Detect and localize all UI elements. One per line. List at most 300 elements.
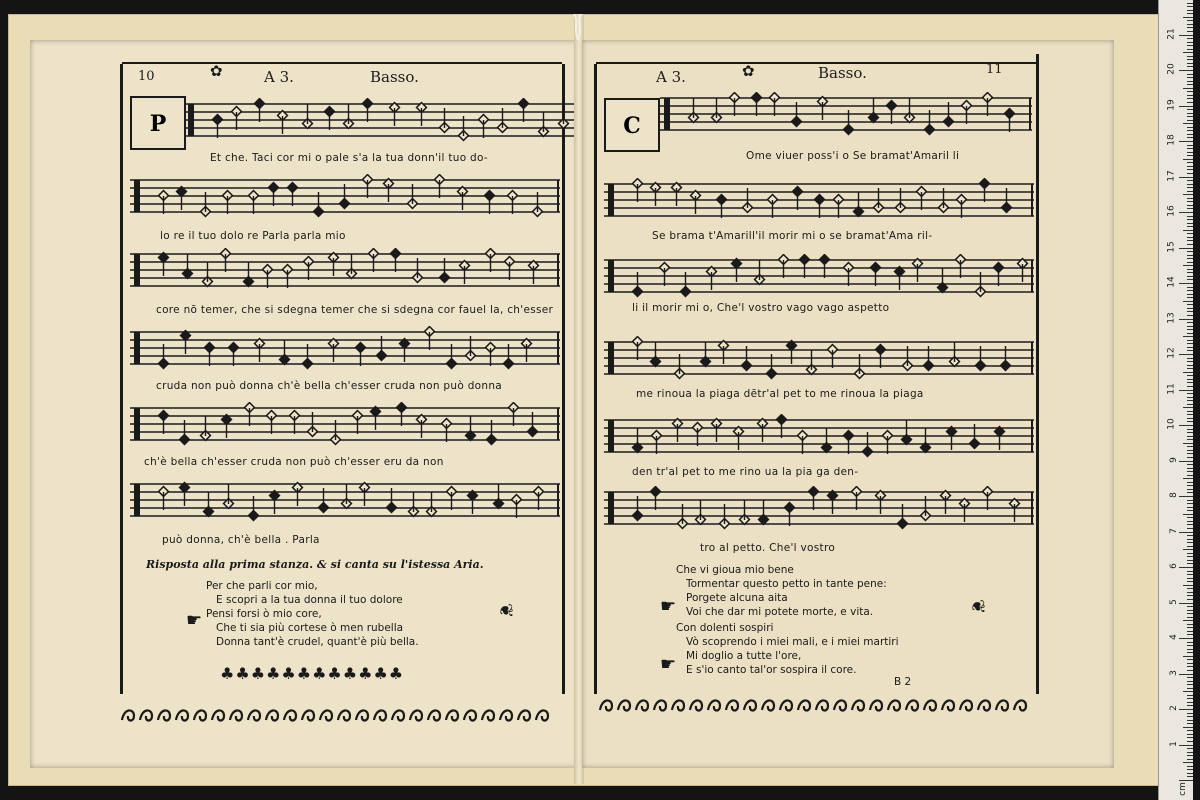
ruler-tick [1187, 475, 1193, 476]
ruler-tick [1183, 656, 1193, 657]
ruler-tick [1187, 769, 1193, 770]
ruler-tick [1187, 464, 1193, 465]
ruler-tick [1187, 127, 1193, 128]
ruler-tick [1187, 130, 1193, 131]
ruler-tick [1187, 705, 1193, 706]
ruler-tick [1183, 52, 1193, 53]
ruler-tick [1183, 585, 1193, 586]
border-ornament [596, 694, 1036, 716]
ruler-tick [1187, 670, 1193, 671]
ruler-tick [1183, 265, 1193, 266]
ruler-tick [1187, 517, 1193, 518]
ruler-tick [1187, 766, 1193, 767]
ruler-tick [1187, 91, 1193, 92]
ruler-label: 1 [1169, 740, 1180, 747]
ruler-tick [1187, 166, 1193, 167]
border-scroll [194, 710, 206, 720]
verse-line: Porgete alcuna aita [686, 592, 788, 604]
ruler-tick [1187, 244, 1193, 245]
ruler-tick [1187, 563, 1193, 564]
ruler-label: 19 [1166, 98, 1177, 111]
ruler-tick [1179, 425, 1193, 426]
ruler-tick [1187, 695, 1193, 696]
ruler-tick [1183, 372, 1193, 373]
ruler-tick [1183, 17, 1193, 18]
ruler-tick [1183, 230, 1193, 231]
ruler-tick [1187, 553, 1193, 554]
ruler-tick [1187, 606, 1193, 607]
ruler-tick [1187, 145, 1193, 146]
signature-mark: B 2 [894, 676, 912, 688]
border-scroll [410, 710, 422, 720]
ruler-tick [1187, 95, 1193, 96]
ruler-tick [1187, 162, 1193, 163]
ruler-tick [1187, 681, 1193, 682]
ruler-tick [1187, 439, 1193, 440]
ruler-tick [1187, 521, 1193, 522]
ruler-label: 10 [1166, 418, 1177, 430]
ruler-tick [1187, 642, 1193, 643]
ruler-tick [1187, 155, 1193, 156]
border-scroll [428, 710, 440, 720]
ruler-tick [1187, 610, 1193, 611]
border-scroll [960, 700, 972, 710]
ruler-tick [1183, 336, 1193, 337]
initial-letter: C [623, 113, 641, 139]
clef-mark [134, 332, 140, 364]
ruler-tick [1187, 365, 1193, 366]
ruler-tick [1187, 397, 1193, 398]
border-scroll [338, 710, 350, 720]
ruler-tick [1187, 382, 1193, 383]
ruler-tick [1179, 177, 1193, 178]
ruler-tick [1187, 311, 1193, 312]
ruler-tick [1187, 503, 1193, 504]
border-scroll [140, 710, 152, 720]
music-staff [130, 402, 560, 450]
border-scroll [852, 700, 864, 710]
staff-notation [604, 254, 1034, 302]
music-staff [660, 92, 1032, 140]
ruler-tick [1183, 727, 1193, 728]
manicule-icon: ☛ [186, 610, 203, 631]
ruler-tick [1179, 496, 1193, 497]
ruler-tick [1183, 194, 1193, 195]
ruler-tick [1179, 354, 1193, 355]
ruler-tick [1187, 453, 1193, 454]
border-scroll [978, 700, 990, 710]
decorative-border [596, 694, 1036, 716]
border-scroll [618, 700, 630, 710]
ruler-tick [1187, 116, 1193, 117]
ruler-tick [1187, 24, 1193, 25]
ruler-label: 11 [1166, 382, 1177, 395]
binding-thread [571, 14, 585, 40]
ruler-tick [1187, 109, 1193, 110]
ruler-tick [1187, 677, 1193, 678]
right-margin-rule [1036, 54, 1039, 694]
ruler-tick [1187, 684, 1193, 685]
ruler-tick [1187, 634, 1193, 635]
border-scroll [122, 710, 134, 720]
ruler-tick [1187, 74, 1193, 75]
lyric-line: lo re il tuo dolo re Parla parla mio [160, 230, 346, 242]
border-scroll [600, 700, 612, 710]
music-staff [184, 98, 610, 146]
ruler-tick [1187, 6, 1193, 7]
ruler-label: 7 [1169, 527, 1180, 534]
ruler-tick [1187, 113, 1193, 114]
ruler-tick [1187, 429, 1193, 430]
right-page [582, 40, 1114, 768]
border-scroll [518, 710, 530, 720]
ruler-tick [1187, 27, 1193, 28]
ruler-tick [1187, 191, 1193, 192]
border-scroll [392, 710, 404, 720]
ruler-tick [1187, 20, 1193, 21]
ruler-tick [1187, 457, 1193, 458]
lyric-line: può donna, ch'è bella . Parla [162, 534, 320, 546]
ruler-tick [1183, 123, 1193, 124]
ruler-tick [1187, 546, 1193, 547]
ruler-tick [1187, 262, 1193, 263]
border-scroll [672, 700, 684, 710]
clef-mark [608, 184, 614, 216]
ruler-tick [1187, 400, 1193, 401]
ruler-tick [1187, 716, 1193, 717]
ruler-tick [1187, 702, 1193, 703]
ruler-tick [1179, 106, 1193, 107]
ruler-tick [1187, 414, 1193, 415]
left-page [30, 40, 578, 768]
staff-notation [184, 98, 610, 146]
ruler-label: 9 [1169, 456, 1180, 463]
ruler-tick [1183, 478, 1193, 479]
clef-mark [134, 484, 140, 516]
ruler-tick [1187, 333, 1193, 334]
clef-mark [188, 104, 194, 136]
ruler-tick [1187, 556, 1193, 557]
ruler-tick [1179, 780, 1193, 781]
ruler-tick [1187, 226, 1193, 227]
ruler-tick [1187, 482, 1193, 483]
border-scroll [356, 710, 368, 720]
fleuron-icon: ✿ [742, 62, 755, 80]
border-scroll [654, 700, 666, 710]
ruler-tick [1187, 755, 1193, 756]
ruler-tick [1187, 77, 1193, 78]
ruler-tick [1187, 659, 1193, 660]
decorated-initial [130, 96, 186, 150]
ruler-tick [1187, 507, 1193, 508]
ruler-tick [1187, 663, 1193, 664]
ruler-tick [1187, 315, 1193, 316]
staff-notation [130, 326, 560, 374]
staff-notation [130, 478, 560, 526]
ruler-tick [1187, 418, 1193, 419]
border-scroll [888, 700, 900, 710]
voice-label: A 3. [264, 68, 294, 86]
border-scroll [834, 700, 846, 710]
ruler-tick [1179, 745, 1193, 746]
ruler-tick [1179, 70, 1193, 71]
ruler-tick [1187, 581, 1193, 582]
manicule-icon: ☛ [660, 654, 677, 675]
ruler-tick [1179, 35, 1193, 36]
ruler-tick [1187, 38, 1193, 39]
ruler-tick [1187, 98, 1193, 99]
ruler-tick [1187, 730, 1193, 731]
ruler-tick [1187, 308, 1193, 309]
ruler-label: 18 [1166, 134, 1177, 146]
ruler-tick [1187, 237, 1193, 238]
ruler-tick [1187, 698, 1193, 699]
clef-mark [608, 492, 614, 524]
music-staff [604, 414, 1034, 462]
border-scroll [212, 710, 224, 720]
ruler-label: 6 [1169, 563, 1180, 569]
border-scroll [158, 710, 170, 720]
ruler-label: 12 [1166, 347, 1177, 359]
ruler-tick [1187, 752, 1193, 753]
ruler-tick [1187, 3, 1193, 4]
border-scroll [996, 700, 1008, 710]
fleuron-icon: ❦ [967, 598, 989, 615]
ruler-tick [1187, 571, 1193, 572]
ruler-tick [1187, 279, 1193, 280]
ruler-label: 14 [1166, 276, 1177, 288]
ruler-tick [1187, 251, 1193, 252]
music-staff [604, 254, 1034, 302]
border-scroll [248, 710, 260, 720]
lyric-line: Et che. Taci cor mi o pale s'a la tua donn'il tuo do- [210, 152, 489, 164]
verse-line: Che ti sia più cortese ò men rubella [216, 622, 404, 634]
ruler-tick [1187, 539, 1193, 540]
ruler-tick [1187, 258, 1193, 259]
border-scroll [708, 700, 720, 710]
ruler-tick [1187, 216, 1193, 217]
ruler-tick [1187, 173, 1193, 174]
decorated-initial [604, 98, 660, 152]
staff-notation [130, 174, 560, 222]
ruler-tick [1187, 340, 1193, 341]
ruler-tick [1183, 620, 1193, 621]
clef-mark [608, 420, 614, 452]
ruler-tick [1187, 66, 1193, 67]
ruler-tick [1179, 638, 1193, 639]
ruler-tick [1183, 549, 1193, 550]
ruler-label: 2 [1169, 705, 1180, 711]
page-number: 11 [986, 62, 1003, 77]
border-scroll [780, 700, 792, 710]
ruler-tick [1179, 674, 1193, 675]
lyric-line: core nõ temer, che si sdegna temer che si sdegna cor fauel la, ch'esser [156, 304, 554, 316]
clef-mark [608, 260, 614, 292]
ruler-tick [1183, 762, 1193, 763]
manicule-icon: ☛ [660, 596, 677, 617]
ruler-tick [1187, 578, 1193, 579]
ruler-label: 20 [1166, 63, 1177, 75]
decorative-border [118, 704, 566, 726]
border-scroll [464, 710, 476, 720]
border-scroll [266, 710, 278, 720]
ruler-label: 17 [1166, 169, 1177, 182]
ruler-tick [1187, 471, 1193, 472]
ruler-tick [1187, 219, 1193, 220]
ruler-tick [1187, 148, 1193, 149]
ruler-tick [1187, 45, 1193, 46]
ruler-tick [1187, 297, 1193, 298]
ruler-tick [1187, 184, 1193, 185]
ruler-tick [1187, 666, 1193, 667]
border-scroll [906, 700, 918, 710]
ruler-tick [1187, 492, 1193, 493]
border-scroll [320, 710, 332, 720]
ruler-tick [1187, 304, 1193, 305]
ruler-tick [1187, 446, 1193, 447]
ruler-tick [1187, 528, 1193, 529]
ruler-tick [1183, 301, 1193, 302]
ruler-tick [1187, 436, 1193, 437]
ruler-label: 15 [1166, 240, 1177, 253]
ruler-tick [1187, 56, 1193, 57]
lyric-line: tro al petto. Che'l vostro [700, 542, 836, 554]
border-scroll [500, 710, 512, 720]
ruler-tick [1187, 290, 1193, 291]
ruler-tick [1187, 152, 1193, 153]
ruler-tick [1187, 631, 1193, 632]
ruler-tick [1187, 748, 1193, 749]
right-margin-rule [562, 64, 565, 694]
ruler-tick [1187, 627, 1193, 628]
ruler-tick [1179, 283, 1193, 284]
scale-ruler [1158, 0, 1193, 800]
ruler-tick [1187, 645, 1193, 646]
page-number: 10 [138, 69, 155, 84]
staff-notation [604, 414, 1034, 462]
ruler-tick [1187, 59, 1193, 60]
border-scroll [482, 710, 494, 720]
border-scroll [536, 710, 548, 720]
clef-mark [134, 180, 140, 212]
ruler-tick [1179, 141, 1193, 142]
ruler-tick [1187, 688, 1193, 689]
part-label: Basso. [370, 68, 419, 86]
ruler-tick [1187, 500, 1193, 501]
ruler-tick [1187, 287, 1193, 288]
ruler-tick [1187, 350, 1193, 351]
ruler-tick [1187, 326, 1193, 327]
ruler-tick [1179, 319, 1193, 320]
lyric-line: ch'è bella ch'esser cruda non può ch'esser eru da non [144, 456, 444, 468]
clef-mark [134, 408, 140, 440]
ruler-label: 4 [1169, 634, 1180, 640]
ruler-tick [1187, 343, 1193, 344]
ruler-tick [1187, 361, 1193, 362]
ruler-tick [1179, 603, 1193, 604]
staff-notation [130, 402, 560, 450]
ruler-tick [1187, 49, 1193, 50]
ruler-tick [1187, 269, 1193, 270]
ornament-row: ♣♣♣♣♣♣♣♣♣♣♣♣ [220, 664, 405, 683]
ruler-tick [1187, 510, 1193, 511]
ruler-tick [1187, 63, 1193, 64]
verse-line: Mi doglio a tutte l'ore, [686, 650, 802, 662]
verse-line: Pensi forsi ò mio core, [206, 608, 322, 620]
ruler-label: 3 [1169, 669, 1180, 676]
verse-line: Voi che dar mi potete morte, e vita. [686, 606, 874, 618]
border-scroll [302, 710, 314, 720]
ruler-tick [1187, 240, 1193, 241]
border-scroll [942, 700, 954, 710]
ruler-tick [1183, 159, 1193, 160]
ruler-tick [1187, 393, 1193, 394]
ruler-tick [1187, 723, 1193, 724]
ruler-tick [1187, 347, 1193, 348]
music-staff [130, 478, 560, 526]
ruler-label: 5 [1169, 598, 1180, 605]
verse-line: Donna tant'è crudel, quant'è più bella. [216, 636, 419, 648]
border-scroll [374, 710, 386, 720]
ruler-tick [1187, 741, 1193, 742]
ruler-label: 21 [1166, 27, 1177, 40]
staff-notation [130, 248, 560, 296]
ruler-tick [1187, 134, 1193, 135]
ruler-tick [1187, 13, 1193, 14]
clef-mark [664, 98, 670, 130]
left-margin-rule [120, 64, 123, 694]
verse-line: E s'io canto tal'or sospira il core. [686, 664, 857, 676]
left-margin-rule [594, 64, 597, 694]
border-scroll [284, 710, 296, 720]
clef-mark [608, 342, 614, 374]
border-scroll [176, 710, 188, 720]
border-scroll [726, 700, 738, 710]
ruler-tick [1187, 713, 1193, 714]
ruler-tick [1187, 137, 1193, 138]
ruler-tick [1187, 421, 1193, 422]
ruler-tick [1187, 120, 1193, 121]
ruler-tick [1187, 720, 1193, 721]
ruler-tick [1187, 205, 1193, 206]
staff-notation [660, 92, 1032, 140]
ruler-tick [1187, 542, 1193, 543]
header-rule [122, 62, 562, 64]
lyric-line: li il morir mi o, Che'l vostro vago vago aspetto [632, 302, 890, 314]
ruler-tick [1187, 375, 1193, 376]
music-staff [604, 336, 1034, 384]
ruler-tick [1187, 379, 1193, 380]
ruler-tick [1187, 233, 1193, 234]
ruler-tick [1187, 588, 1193, 589]
ruler-tick [1179, 461, 1193, 462]
border-scroll [870, 700, 882, 710]
ruler-tick [1187, 386, 1193, 387]
staff-notation [604, 336, 1034, 384]
ruler-tick [1187, 489, 1193, 490]
clef-mark [134, 254, 140, 286]
border-scroll [636, 700, 648, 710]
ruler-tick [1183, 88, 1193, 89]
ruler-tick [1179, 248, 1193, 249]
verse-line: Per che parli cor mio, [206, 580, 318, 592]
ruler-tick [1183, 514, 1193, 515]
ruler-tick [1187, 759, 1193, 760]
border-scroll [690, 700, 702, 710]
voice-label: A 3. [656, 68, 686, 86]
ruler-tick [1187, 535, 1193, 536]
part-label: Basso. [818, 64, 867, 82]
